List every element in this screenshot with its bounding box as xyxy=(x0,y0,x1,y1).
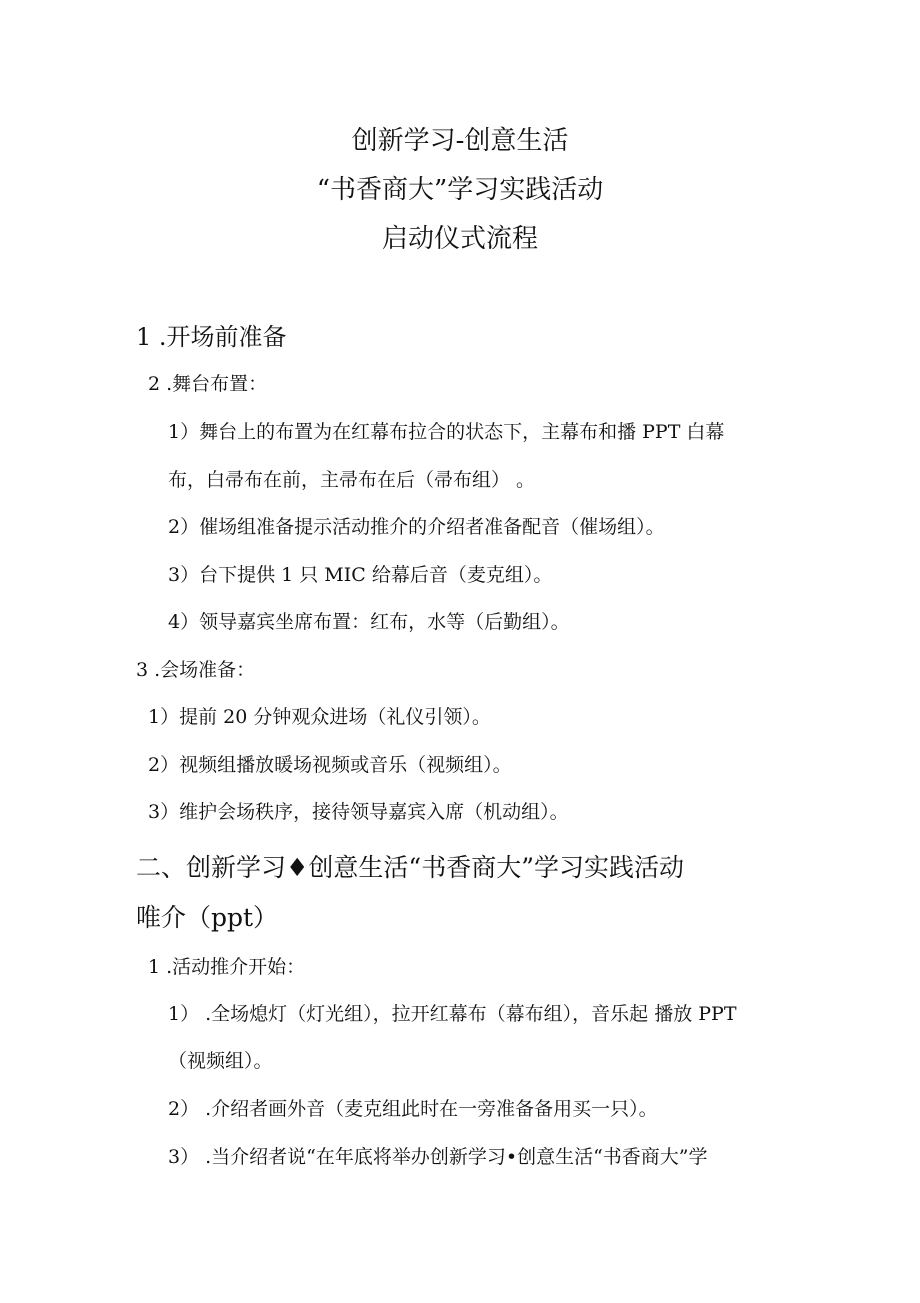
list-item: 3） .当介绍者说“在年底将举办创新学习•创意生活“书香商大”学 xyxy=(168,1146,708,1168)
list-item: 3）台下提供 1 只 MIC 给幕后音（麦克组）。 xyxy=(168,564,553,586)
section-1-heading: 1 .开场前准备 xyxy=(136,323,287,351)
subsection-2-heading: 2 .舞台布置： xyxy=(148,373,268,395)
list-item: 布，白帚布在前，主帚布在后（帚布组） 。 xyxy=(168,469,536,491)
list-item: 1） .全场熄灯（灯光组），拉开红幕布（幕布组），音乐起 播放 PPT xyxy=(168,1003,737,1025)
title-line-3: 启动仪式流程 xyxy=(381,224,538,254)
title-line-1: 创新学习-创意生活 xyxy=(351,126,569,156)
list-item: 2）视频组播放暖场视频或音乐（视频组）。 xyxy=(148,754,512,776)
list-item: 2） .介绍者画外音（麦克组此时在一旁准备备用买一只）。 xyxy=(168,1098,658,1120)
section-2-heading-line-2: 唯介（ppt） xyxy=(136,903,279,932)
list-item: 3）维护会场秩序，接待领导嘉宾入席（机动组）。 xyxy=(148,801,569,823)
title-line-2: “书香商大”学习实践活动 xyxy=(316,175,604,205)
list-item: 2）催场组准备提示活动推介的介绍者准备配音（催场组）。 xyxy=(168,516,665,538)
list-item: （视频组）。 xyxy=(168,1050,273,1072)
list-item: 4）领导嘉宾坐席布置：红布，水等（后勤组）。 xyxy=(168,611,570,633)
list-item: 1）舞台上的布置为在红幕布拉合的状态下，主幕布和播 PPT 白幕 xyxy=(168,421,725,443)
list-item: 1）提前 20 分钟观众进场（礼仪引领）。 xyxy=(148,706,491,728)
subsection-3-heading: 3 .会场准备： xyxy=(136,659,256,681)
subsection-heading: 1 .活动推介开始： xyxy=(148,956,306,978)
section-2-heading-line-1: 二、创新学习♦创意生活“书香商大”学习实践活动 xyxy=(136,853,684,882)
